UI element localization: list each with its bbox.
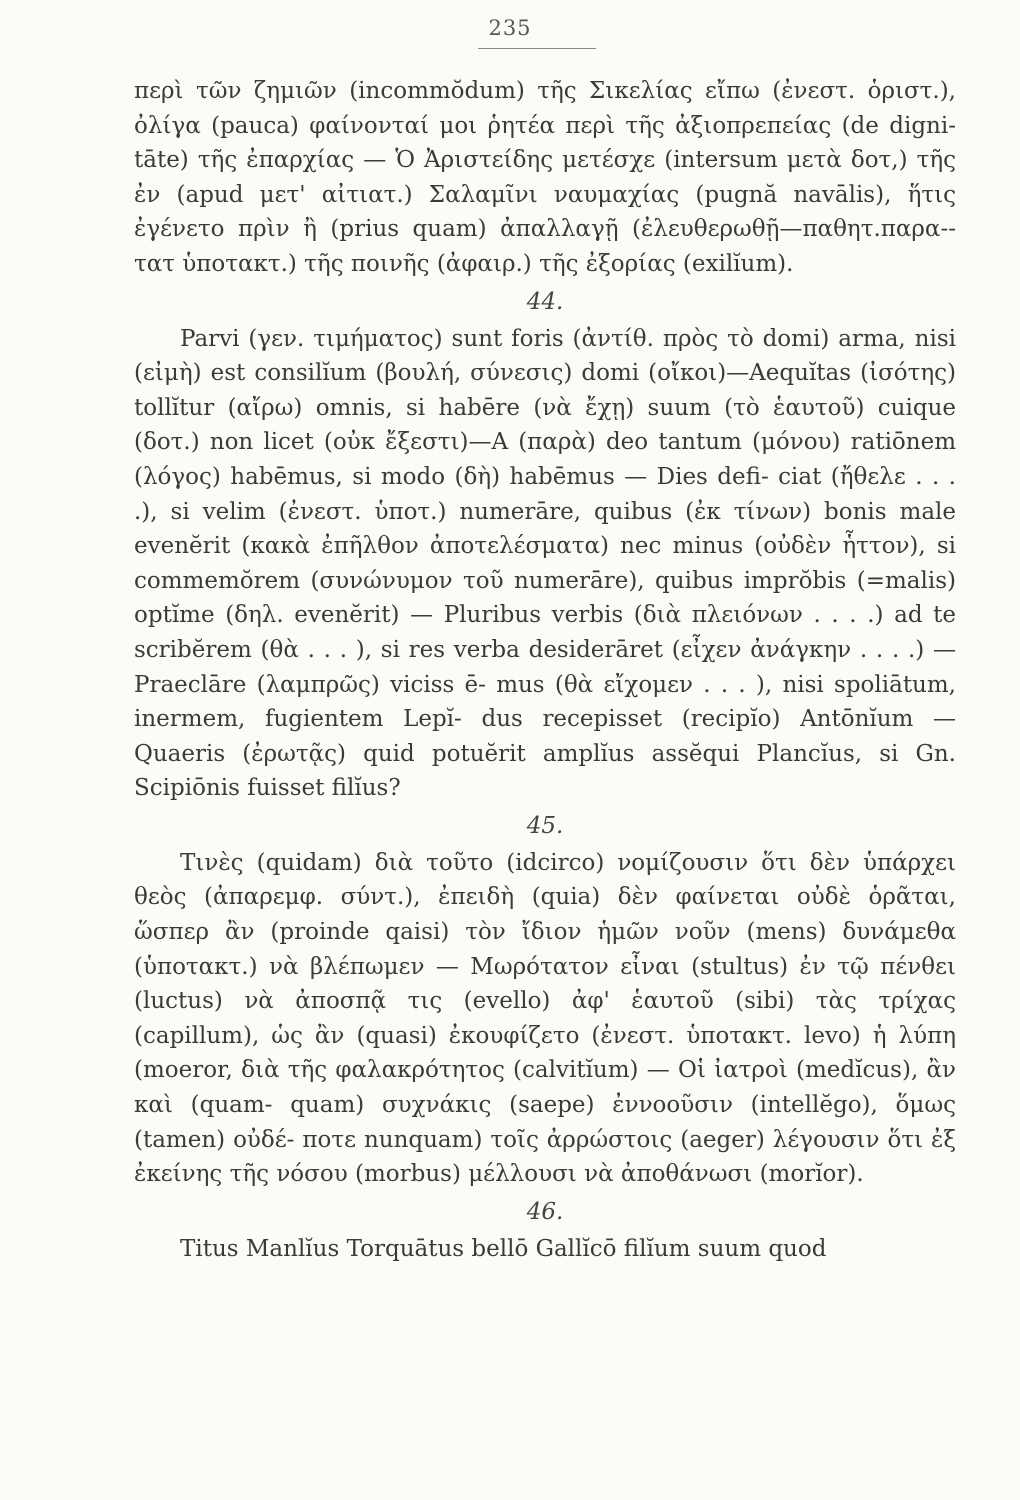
text-line: mus (θὰ εἴχομεν . . . ), nisi spoliātum, inermem, fugientem Lepĭ- xyxy=(134,671,956,733)
text-line: ἀποσπᾷ τις (evello) ἀφ' ἑαυτοῦ (sibi) τὰς τρίχας (capillum), ὡς ἂν xyxy=(134,988,956,1049)
paragraph xyxy=(134,74,956,282)
text-line: desiderāret (εἶχεν ἀνάγκην . . . .) — Praeclāre (λαμπρῶς) viciss ē- xyxy=(134,636,957,698)
text-line: nisi (εἰμὴ) est consilĭum (βουλή, σύνεσις) domi (οἴκοι)—Aequĭtas xyxy=(134,325,956,387)
text-line: θεὸς (ἀπαρεμφ. σύντ.), ἐπειδὴ (quia) δὲν φαίνεται οὐδὲ ὁρᾶται, ὥσπερ xyxy=(134,884,956,946)
paragraph xyxy=(134,846,956,1192)
section-heading: 45. xyxy=(526,812,564,839)
text-line: quam) συχνάκις (saepe) ἐννοοῦσιν (intellĕgo), ὅμως (tamen) οὐδέ- xyxy=(134,1092,956,1153)
text-line: Parvi (γεν. τιμήματος) sunt foris (ἀντίθ. πρὸς τὸ domi) arma, xyxy=(180,325,906,352)
text-line: νὰ βλέπωμεν — Μωρότατον εἶναι (stultus) ἐν τῷ πένθει (luctus) νὰ xyxy=(134,953,957,1015)
page-body xyxy=(134,74,956,1266)
text-line: περὶ τῶν ζημιῶν (incommŏdum) τῆς Σικελίας εἴπω (ἐνεστ. ὁριστ.), xyxy=(134,78,956,104)
text-line: (quasi) ἐκουφίζετο (ἐνεστ. ὑποτακτ. levo) ἡ λύπη (moeror, διὰ τῆς xyxy=(134,1022,957,1084)
text-line: νόσου (morbus) μέλλουσι νὰ ἀποθάνωσι (morĭor). xyxy=(276,1161,864,1188)
page-number: 235 xyxy=(488,16,532,40)
text-line: τίνων) bonis male evenĕrit (κακὰ ἐπῆλθον ἀποτελέσματα) nec xyxy=(134,498,956,560)
page-number-rule xyxy=(478,48,596,49)
paragraph xyxy=(134,1232,956,1267)
text-line: ὀλίγα (pauca) φαίνονταί μοι ῥητέα περὶ τῆς ἀξιοπρεπείας (de digni- xyxy=(134,112,956,139)
text-line: φαλακρότητος (calvitĭum) — Οἱ ἰατροὶ (medĭcus), ἂν καὶ (quam- xyxy=(134,1057,956,1119)
text-line: ratiōnem (λόγος) habēmus, si modo (δὴ) habēmus — Dies defi- xyxy=(134,429,957,490)
text-line: dus recepisset (recipĭo) Antōnĭum — Quaeris (ἐρωτᾷς) quid xyxy=(134,706,957,767)
text-line: minus (οὐδὲν ἧττον), si commemŏrem (συνώνυμον τοῦ numerāre), xyxy=(134,533,956,594)
text-line: τατ ὑποτακτ.) τῆς ποινῆς (ἀφαιρ.) τῆς ἐξορίας (exilĭum). xyxy=(134,250,794,277)
text-line: cuique (δοτ.) non licet (οὐκ ἔξεστι)—A (παρὰ) deo tantum (μόνου) xyxy=(134,394,956,456)
text-line: ποτε nunquam) τοῖς ἀρρώστοις (aeger) λέγουσιν ὅτι ἐξ ἐκείνης τῆς xyxy=(134,1126,957,1188)
text-line: ἂν (proinde qaisi) τὸν ἴδιον ἡμῶν νοῦν (mens) δυνάμεθα (ὑποτακτ.) xyxy=(134,919,956,980)
text-line: quibus imprŏbis (=malis) optĭme (δηλ. evenĕrit) — Pluribus xyxy=(134,567,956,629)
text-line: tāte) τῆς ἐπαρχίας — Ὁ Ἀριστείδης μετέσχε (intersum μετὰ δοτ,) xyxy=(134,147,908,174)
text-line: ἐγένετο πρὶν ἢ (prius quam) ἀπαλλαγῇ (ἐλευθερωθῇ—παθητ.παρα-- xyxy=(134,216,956,243)
text-line: Titus Manlĭus Torquātus bellō Gallĭcō filĭum suum quod xyxy=(180,1235,827,1262)
text-line: Τινὲς (quidam) διὰ τοῦτο (idcirco) νομίζουσιν ὅτι δὲν ὑπάρχει xyxy=(180,849,956,876)
text-line: ciat (ἤθελε . . . .), si velim (ἐνεστ. ὑποτ.) numerāre, quibus (ἐκ xyxy=(134,463,956,525)
text-line: τῆς ἐν (apud μετ' αἰτιατ.) Σαλαμῖνι ναυμαχίας (pugnă navālis), ἥτις xyxy=(134,147,957,208)
text-line: verbis (διὰ πλειόνων . . . .) ad te scribĕrem (θὰ . . . ), si res verba xyxy=(134,602,956,663)
text-line: (ἰσότης) tollĭtur (αἴρω) omnis, si habēre (νὰ ἔχῃ) suum (τὸ ἑαυτοῦ) xyxy=(134,360,956,421)
paragraph xyxy=(134,322,956,806)
section-heading: 44. xyxy=(526,288,564,315)
section-heading: 46. xyxy=(526,1198,564,1225)
text-line: potuĕrit amplĭus assĕqui Plancĭus, si Gn. Scipiōnis fuisset filĭus? xyxy=(134,740,956,802)
